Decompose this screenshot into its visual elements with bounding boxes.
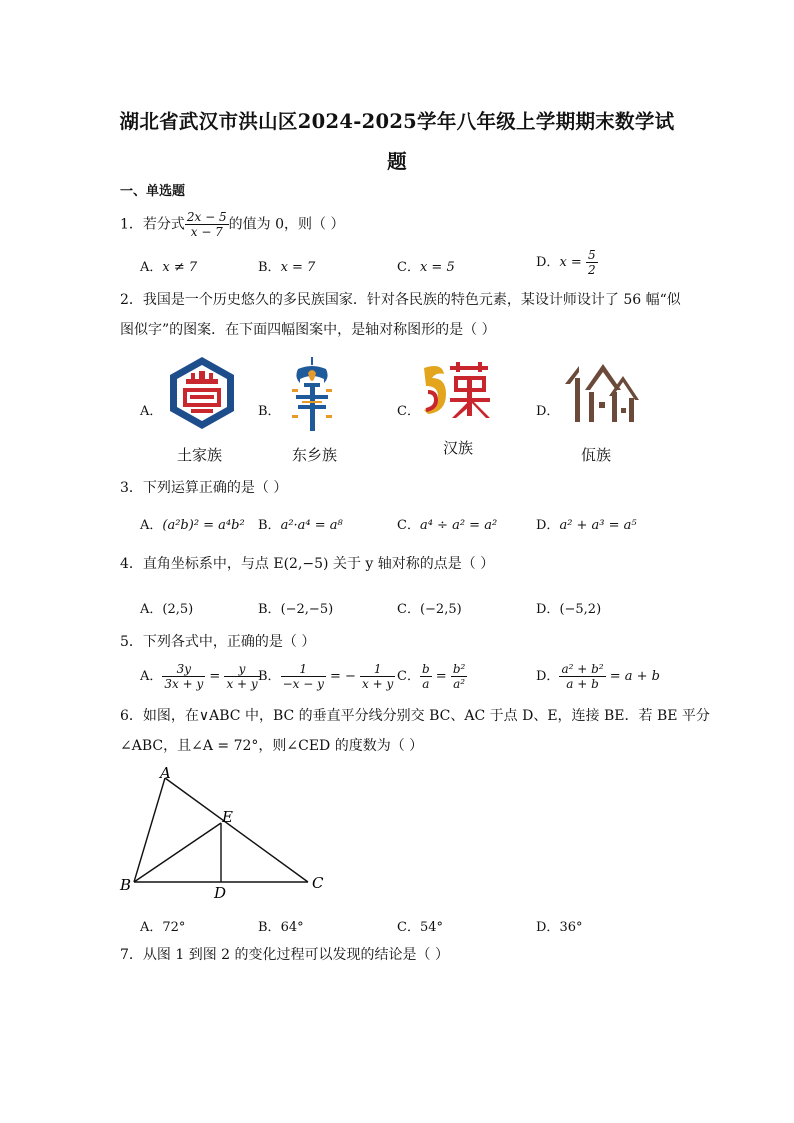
q1-option-d-prefix: x = (559, 255, 586, 270)
han-pattern-icon[interactable] (420, 362, 492, 420)
q1-option-d[interactable] (536, 248, 598, 277)
q1-option-b-letter: B． (258, 260, 281, 275)
q2-option-d-letter[interactable]: D． (536, 404, 560, 419)
q5-option-a[interactable]: A． $\frac{3y}{3x + y}$ = $\frac{y}{x + y}$ (140, 662, 258, 691)
q4-option-b[interactable] (258, 598, 333, 617)
q2-caption-wa: 佤族 (581, 446, 612, 464)
q4-option-a-value: (2,5) (162, 602, 194, 617)
tujia-pattern-icon[interactable] (166, 355, 238, 431)
q6-option-a-letter: A． (140, 920, 163, 935)
q5-b-den2: x + y (362, 677, 394, 691)
section-heading: 一、单选题 (120, 184, 186, 199)
q1-option-c-letter: C． (397, 260, 420, 275)
q5-c-num1: b (421, 662, 430, 676)
q5-a-den2: x + y (226, 677, 258, 691)
q1-stem-after: 的值为 0，则（ ） (228, 216, 345, 233)
q3-option-c[interactable] (397, 514, 497, 533)
q3-option-b-letter: B． (258, 518, 281, 533)
q5-b-den1: −x − y (282, 677, 324, 691)
q6-option-c-value: 54° (419, 920, 443, 935)
segment-ab (134, 778, 165, 882)
q4-option-d-letter: D． (536, 602, 560, 617)
q5-b-right-fraction (360, 662, 395, 691)
segment-ac (165, 778, 308, 882)
q4-option-a-letter: A． (140, 602, 163, 617)
q5-d-den1: a + b (566, 677, 599, 691)
q5-b-num1: 1 (281, 662, 326, 677)
triangle-figure (110, 760, 340, 900)
question-7-stem: 7．从图 1 到图 2 的变化过程可以发现的结论是（ ） (120, 947, 449, 963)
q5-option-b[interactable]: B． $\frac{1}{-x - y}$ = − $\frac{1}{x + y}$ (258, 662, 394, 691)
q5-c-right-fraction (451, 662, 468, 691)
q1-option-b[interactable] (258, 256, 315, 275)
q2-option-c-letter[interactable]: C． (397, 404, 420, 419)
dongxiang-pattern-icon[interactable] (284, 355, 340, 433)
point-label-c: C (312, 874, 324, 892)
point-label-b: B (120, 876, 132, 894)
q1-frac-denominator: x − 7 (190, 225, 223, 239)
page-title-continued: 题 (387, 150, 407, 173)
q6-option-b-value: 64° (280, 920, 304, 935)
q3-option-d[interactable] (536, 514, 637, 533)
q3-option-a-letter: A． (140, 518, 163, 533)
q4-option-b-letter: B． (258, 602, 281, 617)
question-6-line-2: ∠ABC，且∠A = 72°，则∠CED 的度数为（ ） (120, 738, 424, 754)
q6-option-b-letter: B． (258, 920, 281, 935)
q3-option-d-letter: D． (536, 518, 560, 533)
q6-option-d[interactable] (536, 916, 582, 935)
q2-caption-dongxiang: 东乡族 (292, 446, 338, 464)
q5-b-num2: 1 (360, 662, 395, 677)
q1-option-d-letter: D． (536, 255, 560, 270)
q5-option-d-letter: D． (536, 669, 560, 684)
q5-option-a-letter: A． (140, 669, 163, 684)
q6-option-c-letter: C． (397, 920, 420, 935)
question-1-stem (120, 210, 344, 239)
wa-pattern-icon[interactable] (563, 362, 643, 424)
q1-option-a[interactable] (140, 256, 197, 275)
q3-option-d-value: a² + a³ = a⁵ (559, 518, 637, 533)
q3-option-a[interactable] (140, 514, 245, 533)
question-5-stem: 5．下列各式中，正确的是（ ） (120, 634, 316, 650)
q6-option-d-value: 36° (559, 920, 583, 935)
q5-a-left-fraction (162, 662, 205, 691)
q4-option-b-value: (−2,−5) (280, 602, 334, 617)
q5-b-left-fraction (281, 662, 326, 691)
q3-option-c-value: a⁴ ÷ a² = a² (419, 518, 498, 533)
page-title: 湖北省武汉市洪山区2024-2025学年八年级上学期期末数学试 (119, 110, 675, 133)
q3-option-b-value: a²·a⁴ = a⁸ (280, 518, 343, 533)
question-3-stem: 3．下列运算正确的是（ ） (120, 480, 288, 496)
q3-option-c-letter: C． (397, 518, 420, 533)
q5-c-left-fraction (420, 662, 432, 691)
q6-option-a[interactable] (140, 916, 185, 935)
q2-caption-tujia: 土家族 (177, 446, 223, 464)
q6-option-c[interactable] (397, 916, 443, 935)
q1-frac-numerator: 2x − 5 (186, 210, 227, 224)
question-2-line-2: 图似字”的图案．在下面四幅图案中，是轴对称图形的是（ ） (120, 322, 496, 338)
q1-option-b-value: x = 7 (280, 260, 316, 275)
q5-c-num2: b² (452, 662, 466, 676)
q4-option-c-value: (−2,5) (419, 602, 462, 617)
q5-c-den2: a² (453, 677, 466, 691)
q5-a-den1: 3x + y (164, 677, 204, 691)
q1-option-c-value: x = 5 (419, 260, 455, 275)
q1-option-a-value: x ≠ 7 (162, 260, 198, 275)
question-2-line-1: 2．我国是一个历史悠久的多民族国家．针对各民族的特色元素，某设计师设计了 56 幅“似 (120, 292, 681, 308)
q2-caption-han: 汉族 (443, 439, 474, 457)
q4-option-d[interactable] (536, 598, 601, 617)
q1-fraction (185, 210, 229, 239)
question-4-stem: 4．直角坐标系中，与点 E(2,−5) 关于 y 轴对称的点是（ ） (120, 556, 495, 572)
q6-option-a-value: 72° (162, 920, 186, 935)
q5-option-c[interactable]: C． $\frac{b}{a}$ = $\frac{\text{b²}}{\text{a²}}$ (397, 662, 466, 691)
q5-option-b-letter: B． (258, 669, 281, 684)
q5-d-rhs: = a + b (609, 669, 660, 684)
q5-a-num2: y (224, 662, 259, 677)
q1-option-c[interactable] (397, 256, 455, 275)
point-label-d: D (214, 884, 227, 900)
q1-option-a-letter: A． (140, 260, 163, 275)
q5-option-d[interactable] (536, 662, 660, 691)
question-6-line-1: 6．如图，在∨ABC 中，BC 的垂直平分线分别交 BC、AC 于点 D、E，连接 BE．若 BE 平分 (120, 708, 710, 724)
q6-option-b[interactable] (258, 916, 304, 935)
q5-a-right-fraction (224, 662, 259, 691)
q1-option-d-fraction (586, 248, 598, 277)
q5-option-c-letter: C． (397, 669, 420, 684)
q1-stem-before: 1．若分式 (120, 216, 185, 233)
segment-be (134, 823, 221, 882)
q2-option-b-letter[interactable]: B． (258, 404, 281, 419)
q2-option-a-letter[interactable]: A． (140, 404, 163, 419)
q3-option-a-value: (a²b)² = a⁴b² (162, 518, 245, 533)
q4-option-c-letter: C． (397, 602, 420, 617)
point-label-a: A (160, 764, 171, 782)
q5-d-num1: a² + b² (561, 662, 604, 676)
q3-option-b[interactable] (258, 514, 343, 533)
q6-option-d-letter: D． (536, 920, 560, 935)
q5-c-den1: a (422, 677, 430, 691)
q4-option-a[interactable] (140, 598, 193, 617)
q4-option-d-value: (−5,2) (559, 602, 602, 617)
point-label-e: E (222, 808, 233, 826)
q5-a-num1: 3y (162, 662, 205, 677)
q1-d-numerator: 5 (587, 248, 596, 262)
q4-option-c[interactable] (397, 598, 462, 617)
q5-d-fraction (559, 662, 605, 691)
q1-d-denominator: 2 (587, 263, 596, 277)
